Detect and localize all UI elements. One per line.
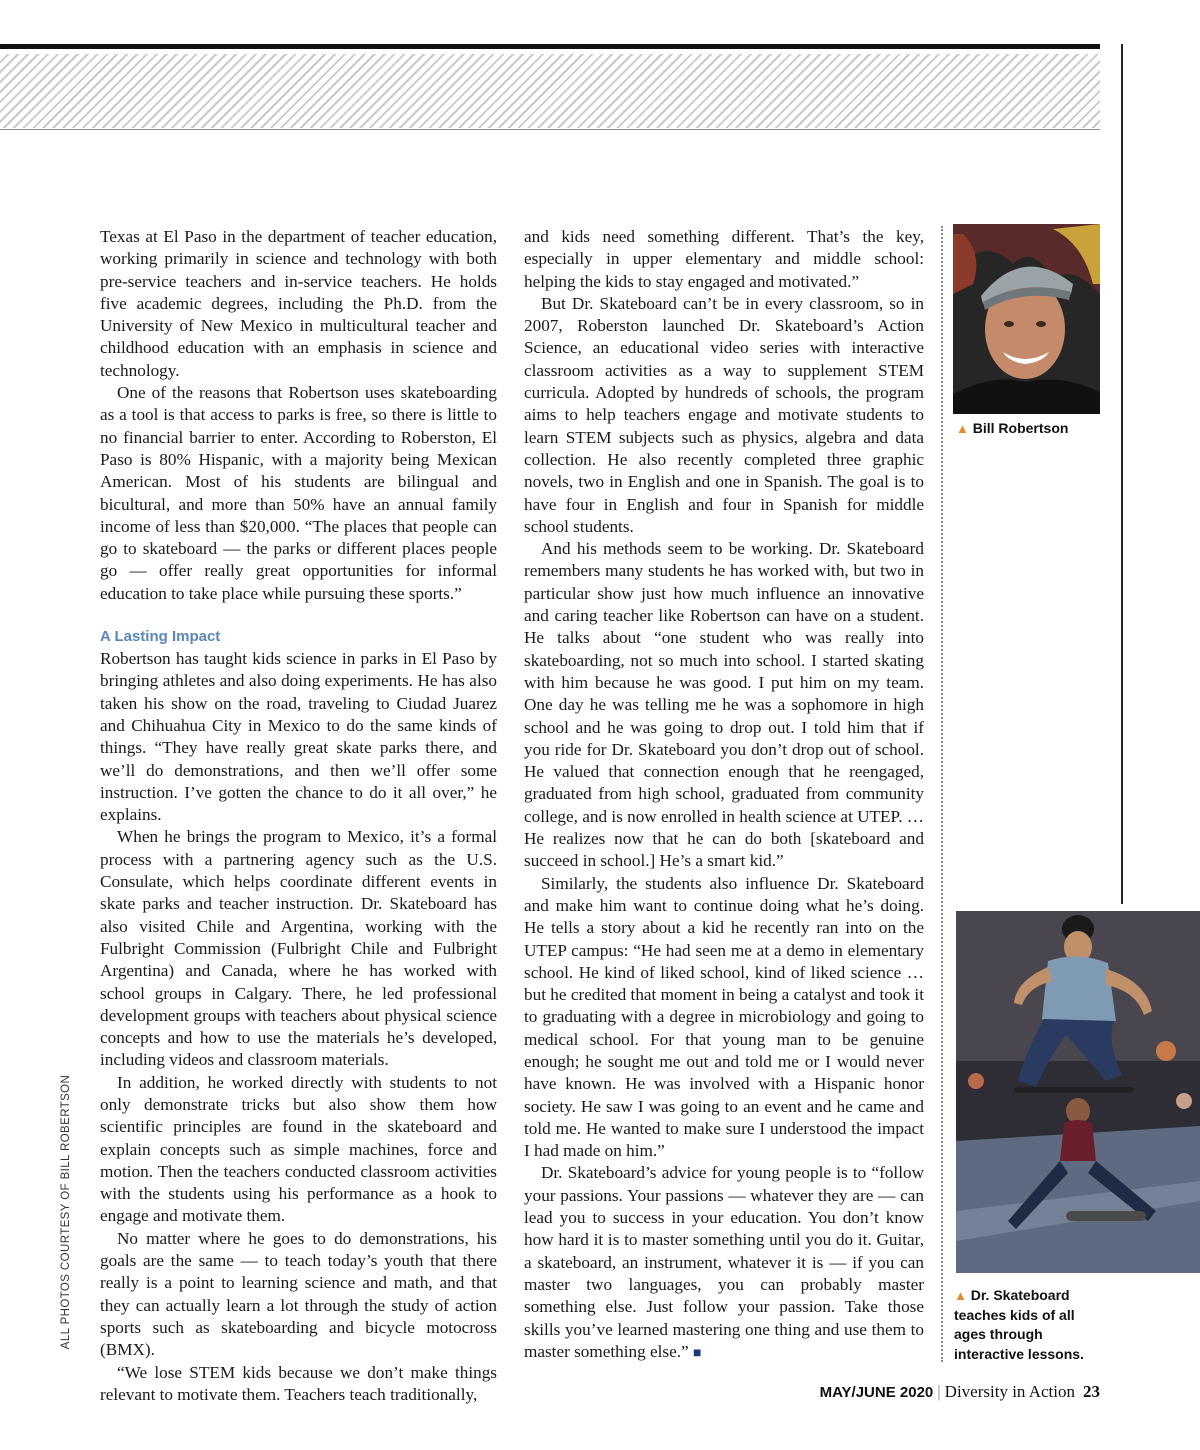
article-column-2 [524,226,924,1365]
triangle-marker-icon: ▲ [954,1288,967,1303]
paragraph: Similarly, the students also influence Dr. Skateboard and make him want to continue doing what he’s doing. He tells a story about a kid he recently ran into on the UTEP campus: “He had seen me at a demo in elementary school. He kind of liked school, kind of liked science … but he credited that moment in being a catalyst and took it to graduating with a degree in microbiology and going to medical school. For that young man to be genuine enough; he sought me out and told me or I would never have known. He was involved with a Hispanic honor society. He saw I was going to an event and he came and told me. He wanted to make sure I understood the impact I had made on him.” [524,873,924,1161]
page-number: 23 [1083,1382,1100,1401]
paragraph-text: Dr. Skateboard’s advice for young people is to “follow your passions. Your passions — whatever they are — can lead you to success in your education. You don’t know how hard it is to master something until you do it. Guitar, a skateboard, an instrument, whatever it is — if you can master two languages, you can probably master something else. Just follow your passion. Take those skills you’ve learned mastering one thing and use them to master something else.” [524,1163,924,1361]
end-mark-icon: ■ [692,1345,702,1361]
caption-bill [956,419,1106,439]
article-column-1 [100,226,497,1406]
paragraph: “We lose STEM kids because we don’t make things relevant to motivate them. Teachers teach traditionally, [100,1362,497,1404]
page-footer [820,1382,1100,1402]
triangle-marker-icon: ▲ [956,421,969,436]
skateboard-demo-illustration [956,911,1200,1273]
paragraph: No matter where he goes to do demonstrations, his goals are the same — to teach today’s youth that there really is a point to learning science and math, and that they can actually learn a lot through the study of action sports such as skateboarding and bicycle motocross (BMX). [100,1228,497,1360]
footer-magazine: Diversity in Action [944,1382,1075,1401]
caption-text: Dr. Skateboard teaches kids of all ages through interactive lessons. [954,1287,1084,1362]
paragraph: Texas at El Paso in the department of teacher education, working primarily in science and technology with both pre-service teachers and in-service teachers. He holds five academic degrees, including the Ph.D. from the University of New Mexico in multicultural teacher and childhood education with an emphasis in science and technology. [100,227,497,380]
photo-bill-robertson [953,224,1100,414]
header-hatch-band [0,54,1100,128]
header-rule [0,129,1100,130]
photo-skateboard-demo [956,911,1200,1273]
sidebar-dotted-divider [941,226,943,1362]
paragraph: But Dr. Skateboard can’t be in every classroom, so in 2007, Roberston launched Dr. Skateboard’s Action Science, an educational video series with interactive classroom activities as a way to supplement STEM curricula. Adopted by hundreds of schools, the program aims to help teachers engage and motivate students to learn STEM subjects such as physics, algebra and data collection. He also recently completed three graphic novels, two in English and one in Spanish. The goal is to have four in English and four in Spanish for middle school students. [524,293,924,536]
footer-issue: MAY/JUNE 2020 [819,1384,934,1401]
right-edge-rule [1121,44,1123,904]
footer-divider: | [937,1382,941,1401]
photo-credit: ALL PHOTOS COURTESY OF BILL ROBERTSON [60,1074,72,1350]
caption-text: Bill Robertson [972,420,1069,436]
section-subhead: A Lasting Impact [100,628,221,646]
paragraph-final [524,1162,924,1365]
paragraph: In addition, he worked directly with students to not only demonstrate tricks but also show them how scientific principles are found in the skateboard and explain concepts such as simple machines, force and motion. Then the teachers conducted classroom activities with the students using his performance as a hook to engage and motivate them. [100,1072,497,1226]
paragraph: Robertson has taught kids science in parks in El Paso by bringing athletes and also doing experiments. He has also taken his show on the road, traveling to Ciudad Juarez and Chihuahua City in Mexico to do the same kinds of things. “They have really great skate parks there, and we’ll do demonstrations, and then we’ll offer some instruction. I’ve gotten the chance to do it all over,” he explains. [100,649,497,825]
top-rule [0,44,1100,49]
paragraph: And his methods seem to be working. Dr. Skateboard remembers many students he has worked with, but two in particular show just how much influence an innovative and caring teacher like Robertson can have on a student. He talks about “one student who was really into skateboarding, not so much into school. I started skating with him because he was good. I put him on my team. One day he was telling me he was a sophomore in high school and he was going to drop out. I told him that if you ride for Dr. Skateboard you don’t drop out of school. He valued that connection enough that he reengaged, graduated from high school, graduated from community college, and is now enrolled in health science at UTEP. … He realizes now that he can do both [skateboard and succeed in school.] He’s a smart kid.” [524,539,924,871]
paragraph: One of the reasons that Robertson uses skateboarding as a tool is that access to parks is free, so there is little to no financial barrier to enter. According to Roberston, El Paso is 80% Hispanic, with a majority being Mexican American. Most of his students are bilingual and bicultural, and more than 50% have an annual family income of less than $20,000. “The places that people can go to skateboard — the parks or different places people go — offer really great opportunities for informal education to take place while pursuing these sports.” [100,383,497,603]
paragraph: and kids need something different. That’s the key, especially in upper elementary and middle school: helping the kids to stay engaged and motivated.” [524,227,924,291]
paragraph: When he brings the program to Mexico, it’s a formal process with a partnering agency such as the U.S. Consulate, which helps coordinate different events in skate parks and teacher instruction. Dr. Skateboard has also visited Chile and Argentina, working with the Fulbright Commission (Fulbright Chile and Fulbright Argentina) and Canada, where he has worked with school groups in Calgary. There, he led professional development groups with teachers about physical science concepts and how to use the materials he’s developed, including videos and classroom materials. [100,827,497,1070]
caption-skateboard [954,1286,1094,1364]
portrait-illustration [953,224,1100,414]
